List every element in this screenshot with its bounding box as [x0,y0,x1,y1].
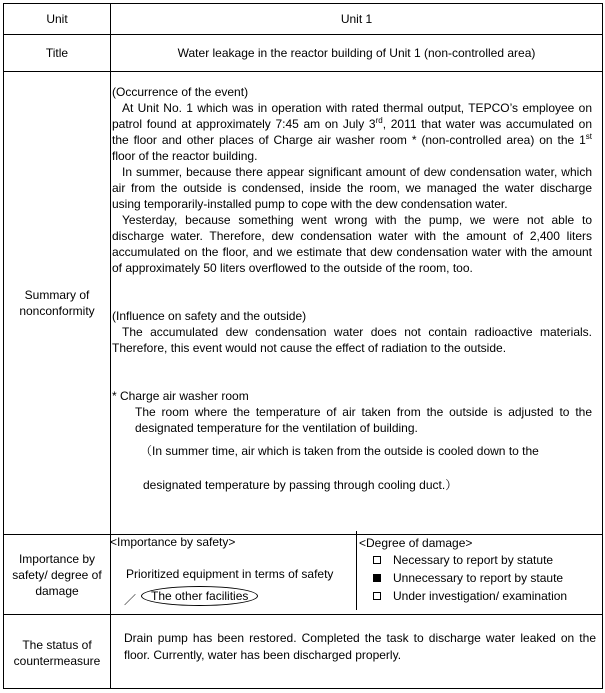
prioritized-option: Prioritized equipment in terms of safety [126,567,334,581]
damage-option: Under investigation/ examination [359,587,597,605]
summary-label: Summary of nonconformity [19,288,95,318]
status-label: The status of countermeasure [13,637,101,668]
damage-option: Unnecessary to report by staute [359,569,597,587]
other-facilities-circled: The other facilities [141,586,258,606]
influence-heading: (Influence on safety and the outside) [112,309,307,323]
checkbox-icon [373,592,381,600]
unit-value: Unit 1 [340,12,373,26]
summary-paragraph: In summer, because there appear significant amount of dew condensation water, which air from the outside is condensed, inside the room, we managed the water discharge using temporarily-installed pump to cope with the dew condensation water. [112,165,592,211]
checked-box-icon [373,574,381,582]
status-text: Drain pump has been restored. Completed the task to discharge water leaked on the floor. Currently, water has been discharged properly. [124,631,596,662]
washer-description: The room where the temperature of air taken from the outside is adjusted to the designated temperature for the ventilation of building. [135,405,592,435]
summary-paragraph: The accumulated dew condensation water does not contain radioactive materials. Therefore, this event would not cause the effect of radiation to the outside. [112,325,592,355]
washer-heading: * Charge air washer room [112,389,249,403]
washer-note: designated temperature by passing through cooling duct.） [143,478,458,492]
importance-divider [356,531,357,610]
damage-heading: <Degree of damage> [359,536,473,550]
occurrence-heading: (Occurrence of the event) [112,85,249,99]
washer-note: （In summer time, air which is taken from the outside is cooled down to the [140,444,539,458]
importance-label: Importance by safety/ degree of damage [12,551,102,598]
summary-paragraph: At Unit No. 1 which was in operation with rated thermal output, TEPCO’s employee on patrol found at approximately 7:45 am on July 3rd, 2011 that water was accumulated on the floor and other places of Charge air washer room * (non-controlled area) on the 1st floor of the reactor building. [112,101,592,163]
damage-option: Necessary to report by statute [359,551,597,569]
title-label: Title [45,46,69,60]
importance-safety [110,535,355,607]
summary-content [112,84,592,493]
title-value: Water leakage in the reactor building of Unit 1 (non-controlled area) [177,46,536,60]
summary-paragraph: Yesterday, because something went wrong with the pump, we were not able to discharge water. Therefore, dew condensation water with the amount of 2,400 liters accumulated on the floor, and we estimate that dew condensation water with the amount of approximately 50 liters overflowed to the outside of the room, too. [112,213,592,275]
checkbox-icon [373,556,381,564]
safety-heading: <Importance by safety> [110,535,236,549]
damage-degree [359,535,597,605]
slash-mark: ／ [124,593,137,607]
unit-label: Unit [46,12,68,26]
